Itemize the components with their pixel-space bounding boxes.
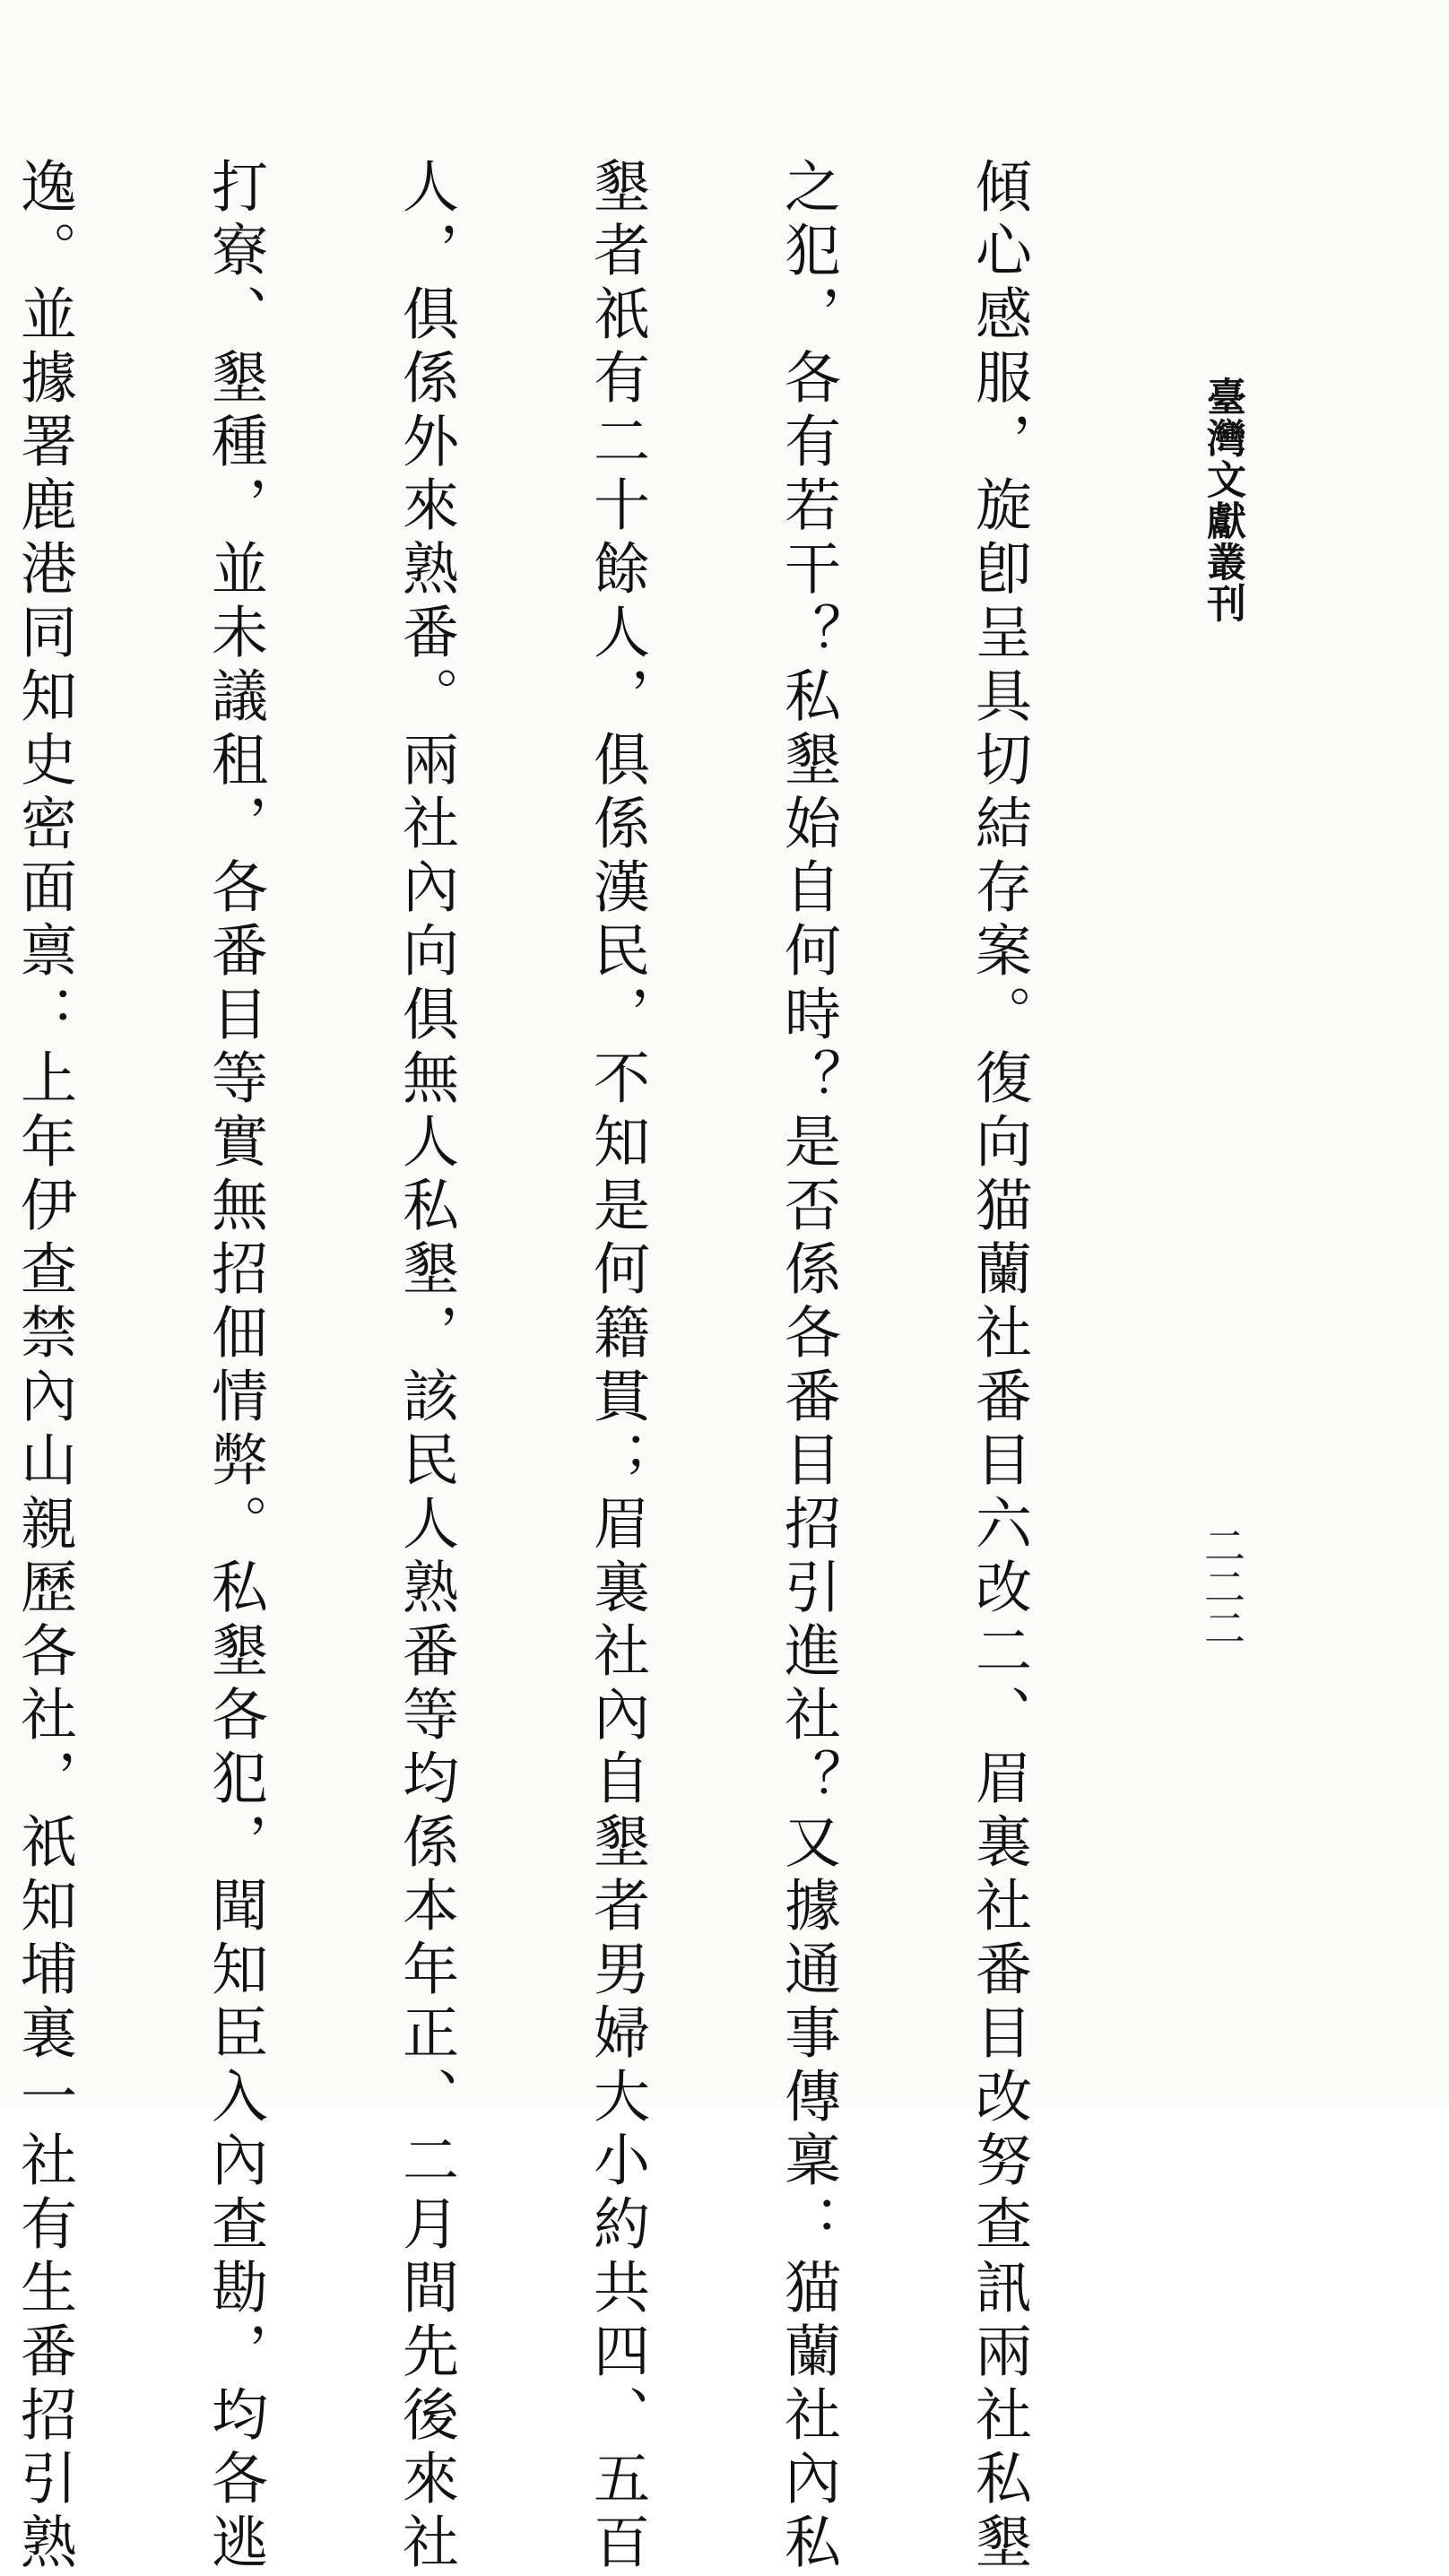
text-column: 打寮、墾種，並未議租，各番目等實無招佃情弊。私墾各犯，聞知臣入內查勘，均各逃 [203,157,268,2576]
body-text [12,157,1158,2576]
text-column: 逸。並據署鹿港同知史密面禀：上年伊查禁內山親歷各社，祇知埔裏一社有生番招引熟 [12,157,77,2576]
page-number: 二二二 [1198,1524,1246,1648]
running-title: 臺灣文獻叢刊 [1200,377,1245,624]
text-column: 人，俱係外來熟番。兩社內向俱無人私墾，該民人熟番等均係本年正、二月間先後來社 [394,157,459,2576]
text-column: 傾心感服，旋卽呈具切結存案。復向猫蘭社番目六改二、眉裏社番目改努查訊兩社私墾 [967,157,1032,2576]
text-column: 之犯，各有若干？私墾始自何時？是否係各番目招引進社？又據通事傳稟：猫蘭社內私 [776,157,841,2576]
text-column: 墾者祇有二十餘人，俱係漢民，不知是何籍貫；眉裏社內自墾者男婦大小約共四、五百 [585,157,650,2576]
